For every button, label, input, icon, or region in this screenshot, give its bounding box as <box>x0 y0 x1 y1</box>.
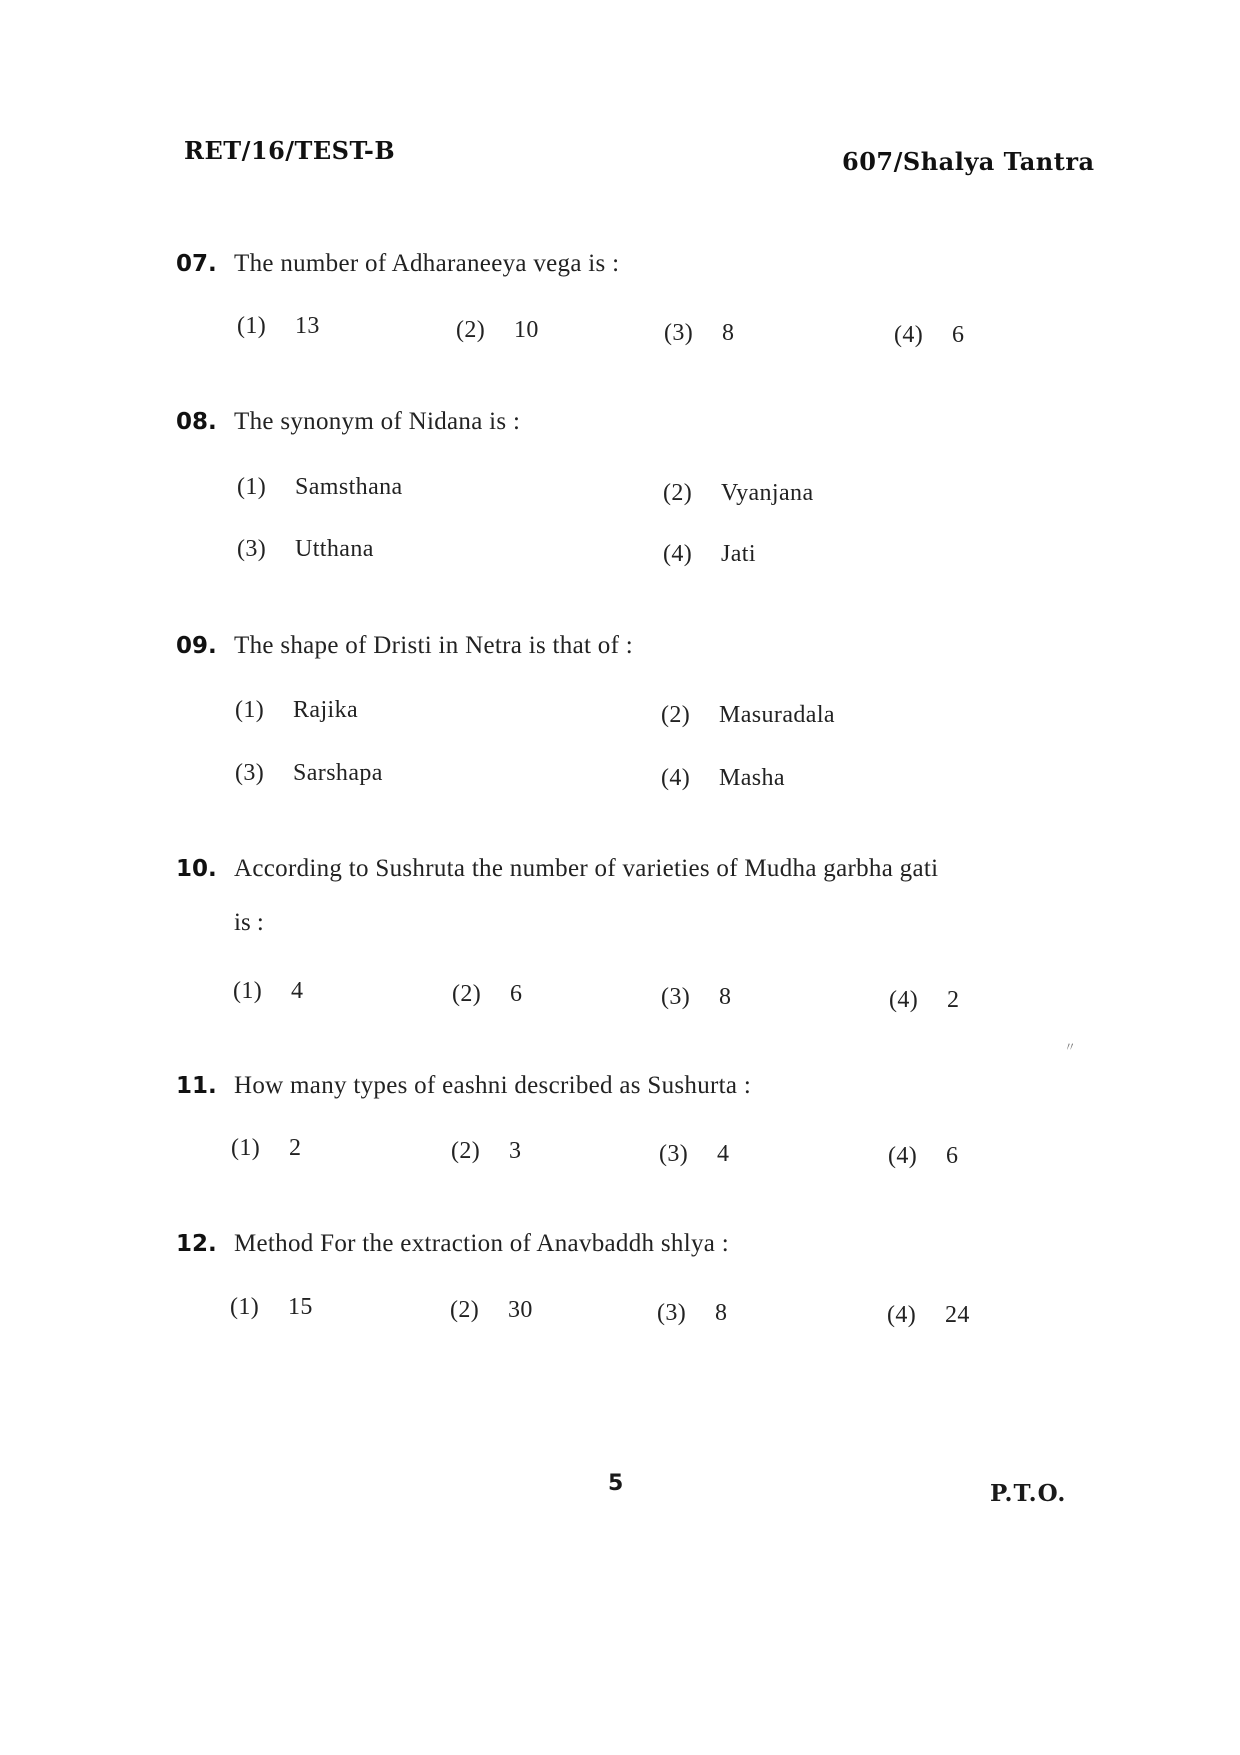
option-text: Utthana <box>295 536 374 562</box>
option-12-2 <box>450 1297 533 1324</box>
option-07-1 <box>237 313 320 340</box>
option-label: (1) <box>237 313 267 339</box>
option-label: (2) <box>456 317 486 343</box>
option-12-1 <box>230 1294 313 1321</box>
option-09-1 <box>235 697 358 724</box>
option-08-4 <box>663 541 756 568</box>
option-text: 8 <box>722 320 735 346</box>
option-11-2 <box>451 1138 521 1165</box>
pto-label: P.T.O. <box>990 1480 1067 1507</box>
question-text: The number of Adharaneeya vega is : <box>234 250 620 277</box>
question-12 <box>176 1230 1096 1258</box>
question-10 <box>176 855 1096 937</box>
question-08 <box>176 408 1096 436</box>
option-text: 15 <box>288 1294 313 1320</box>
option-12-3 <box>657 1300 727 1327</box>
option-text: Vyanjana <box>721 480 814 506</box>
option-11-4 <box>888 1143 958 1170</box>
option-label: (1) <box>233 978 263 1004</box>
option-label: (4) <box>887 1302 917 1328</box>
question-number: 10. <box>176 856 217 882</box>
option-label: (4) <box>889 987 919 1013</box>
option-text: 30 <box>508 1297 533 1323</box>
option-label: (1) <box>230 1294 260 1320</box>
option-label: (1) <box>235 697 265 723</box>
option-07-2 <box>456 317 539 344</box>
option-text: Masuradala <box>719 702 835 728</box>
paper-code: RET/16/TEST-B <box>184 136 396 165</box>
option-label: (3) <box>657 1300 687 1326</box>
option-text: 4 <box>291 978 304 1004</box>
question-text: The shape of Dristi in Netra is that of : <box>234 632 634 659</box>
option-label: (2) <box>450 1297 480 1323</box>
option-07-4 <box>894 322 964 349</box>
option-label: (2) <box>451 1138 481 1164</box>
option-08-1 <box>237 474 403 501</box>
option-07-3 <box>664 320 734 347</box>
option-label: (2) <box>452 981 482 1007</box>
option-12-4 <box>887 1302 970 1329</box>
option-text: 6 <box>510 981 523 1007</box>
option-text: 6 <box>952 322 965 348</box>
option-09-2 <box>661 702 835 729</box>
option-label: (3) <box>661 984 691 1010</box>
option-text: 6 <box>946 1143 959 1169</box>
scan-speck: 〃 <box>1064 1040 1077 1054</box>
question-number: 07. <box>176 251 217 277</box>
option-label: (1) <box>231 1135 261 1161</box>
question-text: Method For the extraction of Anavbaddh shlya : <box>234 1230 729 1257</box>
option-label: (4) <box>894 322 924 348</box>
question-text: The synonym of Nidana is : <box>234 408 521 435</box>
option-text: Rajika <box>293 697 359 723</box>
option-label: (3) <box>659 1141 689 1167</box>
option-label: (2) <box>661 702 691 728</box>
option-label: (4) <box>661 765 691 791</box>
option-text: 4 <box>717 1141 730 1167</box>
option-10-2 <box>452 981 522 1008</box>
option-label: (4) <box>663 541 693 567</box>
option-text: 8 <box>719 984 732 1010</box>
question-11 <box>176 1072 1096 1100</box>
option-text: 13 <box>295 313 320 339</box>
option-10-1 <box>233 978 303 1005</box>
option-11-1 <box>231 1135 301 1162</box>
option-label: (4) <box>888 1143 918 1169</box>
question-text: According to Sushruta the number of varieties of Mudha garbha gati <box>234 855 939 882</box>
option-10-4 <box>889 987 959 1014</box>
option-text: Samsthana <box>295 474 403 500</box>
option-label: (2) <box>663 480 693 506</box>
option-10-3 <box>661 984 731 1011</box>
question-07 <box>176 250 1096 278</box>
question-number: 08. <box>176 409 217 435</box>
question-number: 12. <box>176 1231 217 1257</box>
question-number: 11. <box>176 1073 217 1099</box>
option-text: 24 <box>945 1302 970 1328</box>
question-09 <box>176 632 1096 660</box>
question-number: 09. <box>176 633 217 659</box>
option-08-3 <box>237 536 374 563</box>
option-text: Masha <box>719 765 785 791</box>
option-text: Jati <box>721 541 756 567</box>
page-number: 5 <box>608 1471 624 1496</box>
question-text-continued: is : <box>234 909 264 936</box>
option-label: (3) <box>664 320 694 346</box>
option-label: (3) <box>237 536 267 562</box>
option-text: 10 <box>514 317 539 343</box>
option-text: 8 <box>715 1300 728 1326</box>
option-08-2 <box>663 480 814 507</box>
subject-title: 607/Shalya Tantra <box>842 147 1095 176</box>
option-09-3 <box>235 760 383 787</box>
option-09-4 <box>661 765 785 792</box>
option-text: 2 <box>947 987 960 1013</box>
option-11-3 <box>659 1141 729 1168</box>
option-label: (1) <box>237 474 267 500</box>
option-text: Sarshapa <box>293 760 383 786</box>
option-text: 3 <box>509 1138 522 1164</box>
option-text: 2 <box>289 1135 302 1161</box>
option-label: (3) <box>235 760 265 786</box>
question-text: How many types of eashni described as Sushurta : <box>234 1072 752 1099</box>
